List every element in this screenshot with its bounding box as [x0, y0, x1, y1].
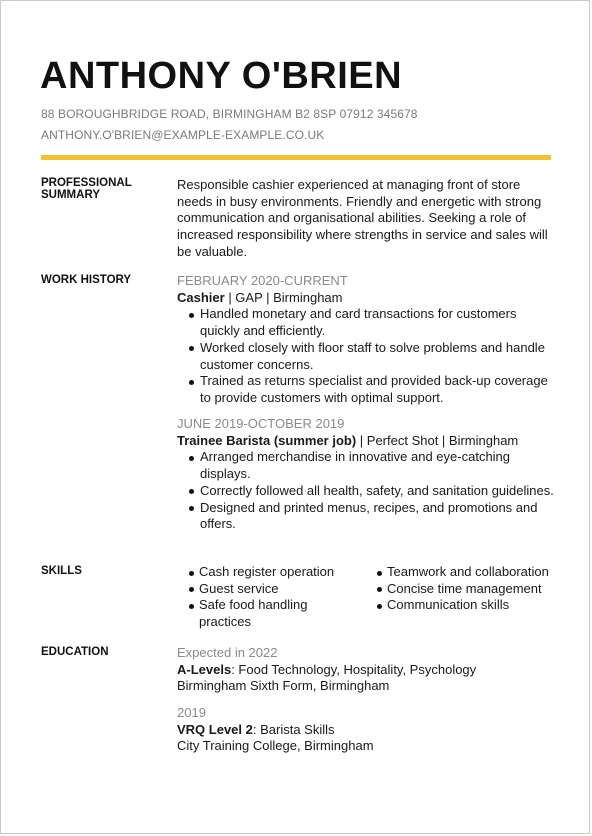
- list-item: Trained as returns specialist and provided back-up coverage to provide customers with optimal support.: [177, 373, 557, 406]
- job-role: Trainee Barista (summer job): [177, 432, 357, 448]
- job-entry: [177, 273, 557, 407]
- job-date: FEBRUARY 2020-CURRENT: [177, 273, 348, 288]
- list-item: Guest service: [177, 581, 362, 598]
- education-date: Expected in 2022: [177, 645, 278, 660]
- job-details: | GAP | Birmingham: [224, 289, 343, 305]
- section-title-professional-summary: [41, 177, 161, 201]
- list-item: Designed and printed menus, recipes, and promotions and offers.: [177, 500, 557, 533]
- accent-divider: [41, 155, 551, 160]
- section-title-line: SUMMARY: [41, 189, 100, 201]
- list-item: Worked closely with floor staff to solve problems and handle customer concerns.: [177, 340, 557, 373]
- list-item: Handled monetary and card transactions for customers quickly and efficiently.: [177, 306, 557, 339]
- contact-address-phone: 88 BOROUGHBRIDGE ROAD, BIRMINGHAM B2 8SP 07912 345678: [41, 107, 418, 121]
- list-item: Teamwork and collaboration: [365, 564, 557, 581]
- section-title-skills: SKILLS: [41, 565, 82, 577]
- education-qualification-line: [177, 722, 557, 739]
- skills-bullets: [365, 564, 557, 614]
- section-title-education: EDUCATION: [41, 646, 109, 658]
- job-date: JUNE 2019-OCTOBER 2019: [177, 416, 345, 431]
- job-bullets: [177, 306, 557, 406]
- education-entry: [177, 705, 557, 755]
- job-bullets: [177, 449, 557, 533]
- summary-text: Responsible cashier experienced at managing front of store needs in busy environments. Friendly and energetic with strong communication and organisational abilities. Seeking a role of increased responsibility where strengths in service and sales will be valuable.: [177, 177, 548, 259]
- section-title-line: PROFESSIONAL: [41, 177, 132, 189]
- skills-list-right: [365, 564, 557, 614]
- contact-email: ANTHONY.O'BRIEN@EXAMPLE-EXAMPLE.CO.UK: [41, 128, 325, 142]
- list-item: Communication skills: [365, 597, 557, 614]
- education-qualification: VRQ Level 2: [177, 721, 253, 737]
- list-item: Arranged merchandise in innovative and eye-catching displays.: [177, 449, 557, 482]
- job-details: | Perfect Shot | Birmingham: [356, 432, 519, 448]
- education-entry: [177, 645, 557, 695]
- job-title-line: [177, 290, 557, 307]
- education-subject: : Food Technology, Hospitality, Psychology: [231, 661, 477, 677]
- list-item: Correctly followed all health, safety, and sanitation guidelines.: [177, 483, 557, 500]
- education-school: City Training College, Birmingham: [177, 738, 374, 754]
- list-item: Concise time management: [365, 581, 557, 598]
- job-title-line: [177, 433, 557, 450]
- job-role: Cashier: [177, 289, 225, 305]
- list-item: Cash register operation: [177, 564, 362, 581]
- education-qualification: A-Levels: [177, 661, 232, 677]
- education-subject: : Barista Skills: [252, 721, 335, 737]
- education-qualification-line: [177, 662, 557, 679]
- job-entry: [177, 416, 557, 533]
- skills-bullets: [177, 564, 362, 631]
- section-title-work-history: WORK HISTORY: [41, 274, 132, 286]
- candidate-name: ANTHONY O'BRIEN: [40, 55, 403, 97]
- education-date: 2019: [177, 705, 206, 720]
- education-school: Birmingham Sixth Form, Birmingham: [177, 678, 390, 694]
- list-item: Safe food handling practices: [177, 597, 362, 630]
- skills-list-left: [177, 564, 362, 631]
